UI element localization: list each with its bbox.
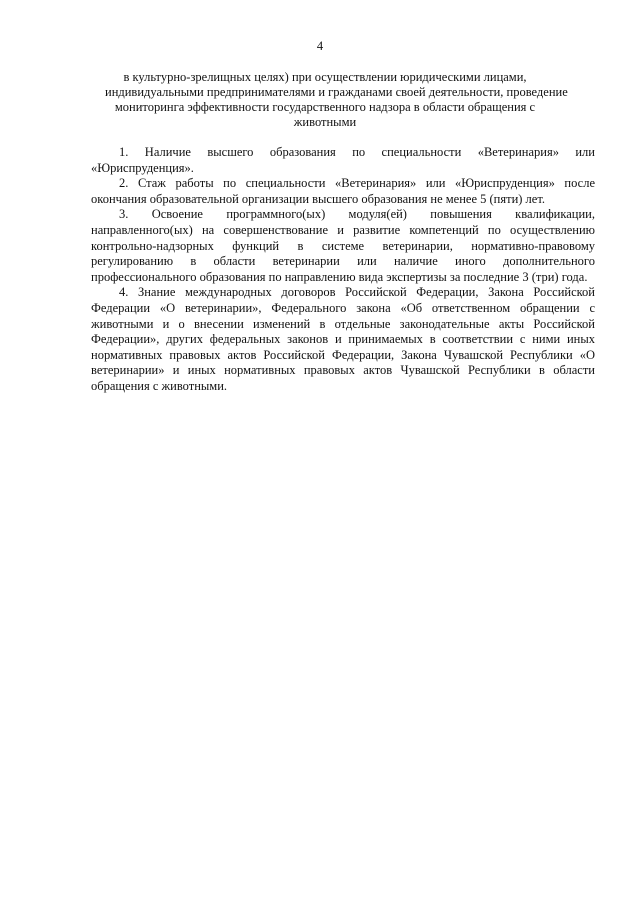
requirement-item-1: 1. Наличие высшего образования по специальности «Ветеринария» или «Юриспруденция». xyxy=(91,145,595,175)
page-number: 4 xyxy=(316,39,324,53)
section-heading xyxy=(105,70,568,130)
requirements-list xyxy=(91,145,595,395)
requirement-item-3: 3. Освоение программного(ых) модуля(ей) повышения квалификации, направленного(ых) на совершенствование и развитие компетенций по осуществлению контрольно-надзорных функций в системе ветеринарии, нормативно-правовому регулированию в области ветеринарии или наличие иного дополнительного профессионального образования по направлению вида экспертизы за последние 3 (три) года. xyxy=(91,207,595,284)
heading-line-3: мониторинга эффективности государственного надзора в области обращения с xyxy=(114,100,536,114)
requirement-item-4: 4. Знание международных договоров Российской Федерации, Закона Российской Федерации «О ветеринарии», Федерального закона «Об ответственном обращении с животными и о внесении изменений в отдельные законодательные акты Российской Федерации», других федеральных законов и принимаемых в соответствии с ними иных нормативных правовых актов Российской Федерации, Закона Чувашской Республики «О ветеринарии» и иных нормативных правовых актов Чувашской Республики в области обращения с животными. xyxy=(91,285,595,393)
heading-line-1: в культурно-зрелищных целях) при осуществлении юридическими лицами, xyxy=(123,70,527,84)
heading-line-4: животными xyxy=(293,115,357,129)
heading-line-2: индивидуальными предпринимателями и гражданами своей деятельности, проведение xyxy=(105,85,568,99)
requirement-item-2: 2. Стаж работы по специальности «Ветеринария» или «Юриспруденция» после окончания образовательной организации высшего образования не менее 5 (пяти) лет. xyxy=(91,176,595,206)
